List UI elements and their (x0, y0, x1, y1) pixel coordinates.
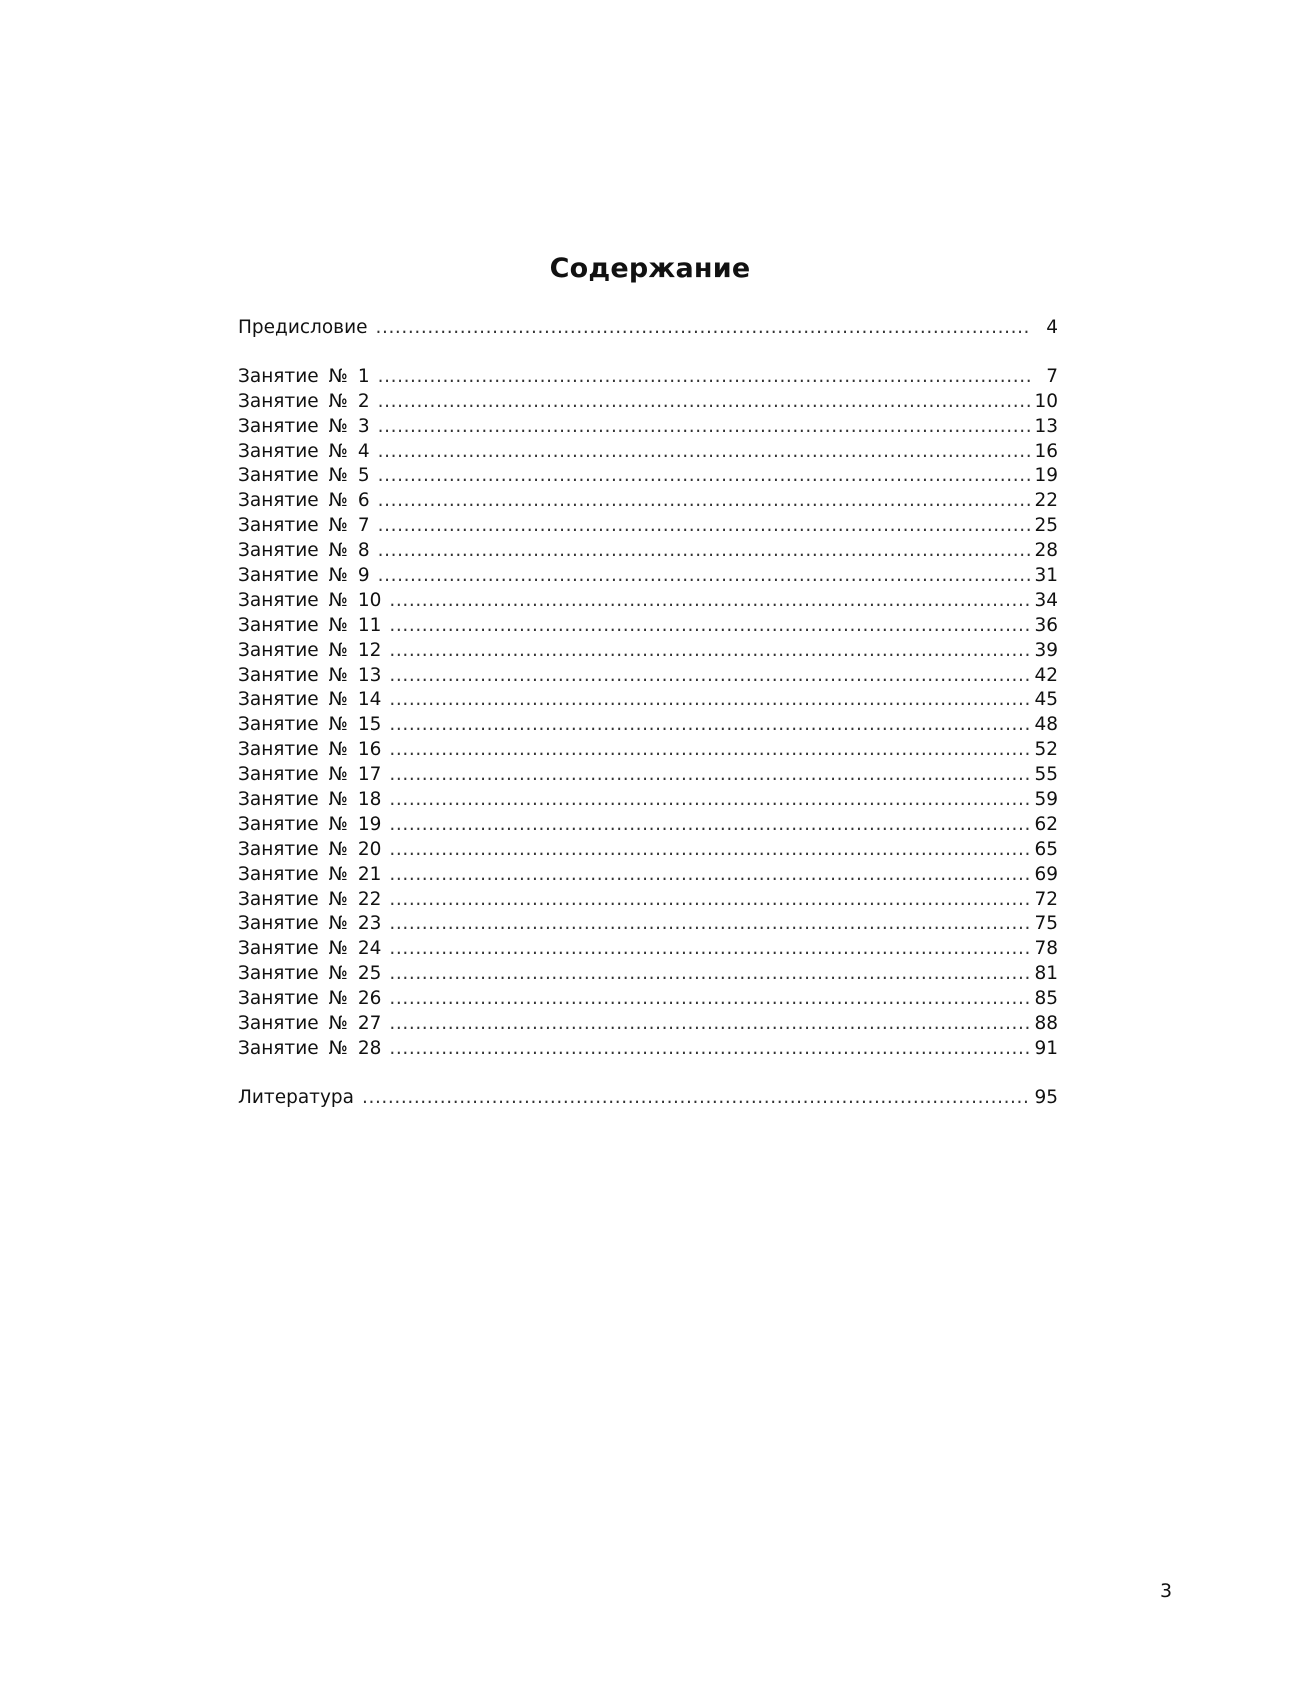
dot-leader (389, 639, 1030, 664)
toc-entry-label (238, 564, 378, 589)
toc-entry-label (238, 464, 378, 489)
toc-entry-page: 69 (1034, 863, 1058, 885)
number-sign: № (328, 913, 348, 935)
number-sign: № (328, 789, 348, 811)
toc-entry-label (238, 589, 389, 614)
toc-entry-lesson-12[interactable] (238, 639, 1058, 664)
dot-leader (389, 688, 1030, 713)
lesson-word: Занятие (238, 565, 319, 587)
number-sign: № (328, 589, 348, 611)
number-sign: № (328, 838, 348, 860)
toc-entry-page: 62 (1034, 813, 1058, 835)
toc-entry-page: 10 (1034, 390, 1058, 412)
toc-entry-page: 22 (1034, 490, 1058, 512)
toc-entry-label (238, 1037, 389, 1062)
lesson-word: Занятие (238, 440, 319, 462)
lesson-number: 10 (357, 589, 382, 611)
toc-entry-lesson-20[interactable] (238, 838, 1058, 863)
dot-leader (389, 738, 1030, 763)
lesson-number: 14 (357, 689, 382, 711)
number-sign: № (328, 365, 348, 387)
lesson-word: Занятие (238, 540, 319, 562)
toc-entry-label (238, 962, 389, 987)
toc-entry-lesson-13[interactable] (238, 664, 1058, 689)
toc-entry-page: 19 (1034, 465, 1058, 487)
dot-leader (389, 614, 1030, 639)
toc-entry-preface[interactable] (238, 316, 1058, 341)
lesson-number: 9 (357, 565, 370, 587)
lesson-number: 26 (357, 988, 382, 1010)
toc-entry-page: 39 (1034, 639, 1058, 661)
toc-entry-label (238, 415, 378, 440)
number-sign: № (328, 1013, 348, 1035)
toc-entry-page: 59 (1034, 789, 1058, 811)
toc-entry-page: 81 (1034, 963, 1058, 985)
lesson-word: Занятие (238, 390, 319, 412)
toc-section-preface (238, 316, 1058, 341)
lesson-word: Занятие (238, 1013, 319, 1035)
dot-leader (389, 1012, 1030, 1037)
lesson-number: 27 (357, 1013, 382, 1035)
lesson-word: Занятие (238, 764, 319, 786)
toc-entry-lesson-4[interactable] (238, 440, 1058, 465)
dot-leader (389, 664, 1030, 689)
toc-entry-page: 85 (1034, 988, 1058, 1010)
lesson-number: 21 (357, 863, 382, 885)
lesson-word: Занятие (238, 714, 319, 736)
number-sign: № (328, 664, 348, 686)
number-sign: № (328, 963, 348, 985)
lesson-number: 11 (357, 614, 382, 636)
dot-leader (378, 514, 1030, 539)
lesson-number: 16 (357, 739, 382, 761)
toc-entry-page: 55 (1034, 764, 1058, 786)
toc-entry-lesson-26[interactable] (238, 987, 1058, 1012)
dot-leader (378, 415, 1030, 440)
toc-entry-label (238, 937, 389, 962)
toc-entry-page: 16 (1034, 440, 1058, 462)
lesson-number: 7 (357, 515, 370, 537)
toc-entry-label (238, 639, 389, 664)
toc-entry-label (238, 390, 378, 415)
lesson-number: 3 (357, 415, 370, 437)
dot-leader (389, 813, 1030, 838)
toc-section-literature (238, 1086, 1058, 1111)
lesson-word: Занятие (238, 415, 319, 437)
number-sign: № (328, 764, 348, 786)
lesson-number: 6 (357, 490, 370, 512)
lesson-word: Занятие (238, 813, 319, 835)
toc-entry-label (238, 912, 389, 937)
lesson-number: 19 (357, 813, 382, 835)
dot-leader (389, 937, 1030, 962)
toc-entry-label (238, 614, 389, 639)
lesson-word: Занятие (238, 988, 319, 1010)
toc-entry-lesson-14[interactable] (238, 688, 1058, 713)
number-sign: № (328, 540, 348, 562)
toc-entry-page: 25 (1034, 515, 1058, 537)
lesson-word: Занятие (238, 689, 319, 711)
toc-entry-label (238, 664, 389, 689)
number-sign: № (328, 988, 348, 1010)
dot-leader (389, 987, 1030, 1012)
lesson-word: Занятие (238, 664, 319, 686)
dot-leader (389, 863, 1030, 888)
lesson-word: Занятие (238, 789, 319, 811)
lesson-number: 1 (357, 365, 370, 387)
toc-entry-lesson-2[interactable] (238, 390, 1058, 415)
toc-entry-lesson-5[interactable] (238, 464, 1058, 489)
dot-leader (389, 888, 1030, 913)
lesson-word: Занятие (238, 913, 319, 935)
dot-leader (389, 788, 1030, 813)
number-sign: № (328, 863, 348, 885)
lesson-word: Занятие (238, 365, 319, 387)
number-sign: № (328, 813, 348, 835)
lesson-word: Занятие (238, 963, 319, 985)
number-sign: № (328, 938, 348, 960)
number-sign: № (328, 639, 348, 661)
toc-entry-page: 13 (1034, 415, 1058, 437)
lesson-word: Занятие (238, 515, 319, 537)
number-sign: № (328, 614, 348, 636)
toc-entry-label (238, 688, 389, 713)
lesson-word: Занятие (238, 639, 319, 661)
lesson-word: Занятие (238, 465, 319, 487)
toc-entry-page: 72 (1034, 888, 1058, 910)
table-of-contents (238, 316, 1058, 1111)
toc-entry-lesson-25[interactable] (238, 962, 1058, 987)
toc-entry-page: 52 (1034, 739, 1058, 761)
toc-entry-lesson-9[interactable] (238, 564, 1058, 589)
number-sign: № (328, 1037, 348, 1059)
toc-entry-lesson-3[interactable] (238, 415, 1058, 440)
toc-entry-label (238, 440, 378, 465)
number-sign: № (328, 888, 348, 910)
toc-entry-lesson-15[interactable] (238, 713, 1058, 738)
toc-entry-label (238, 813, 389, 838)
toc-entry-label (238, 514, 378, 539)
toc-entry-lesson-1[interactable] (238, 365, 1058, 390)
toc-entry-page: 4 (1046, 317, 1058, 338)
lesson-word: Занятие (238, 838, 319, 860)
toc-entry-lesson-28[interactable] (238, 1037, 1058, 1062)
lesson-number: 4 (357, 440, 370, 462)
lesson-word: Занятие (238, 589, 319, 611)
toc-entry-page: 95 (1034, 1086, 1058, 1108)
toc-entry-literature[interactable] (238, 1086, 1058, 1111)
toc-entry-lesson-10[interactable] (238, 589, 1058, 614)
toc-entry-label (238, 838, 389, 863)
toc-entry-label (238, 888, 389, 913)
toc-entry-page: 28 (1034, 540, 1058, 562)
toc-entry-lesson-19[interactable] (238, 813, 1058, 838)
toc-entry-label (238, 763, 389, 788)
toc-entry-lesson-18[interactable] (238, 788, 1058, 813)
lesson-word: Занятие (238, 1037, 319, 1059)
dot-leader (378, 489, 1030, 514)
toc-entry-lesson-17[interactable] (238, 763, 1058, 788)
number-sign: № (328, 739, 348, 761)
toc-entry-page: 48 (1034, 714, 1058, 736)
toc-entry-lesson-27[interactable] (238, 1012, 1058, 1037)
lesson-word: Занятие (238, 888, 319, 910)
dot-leader (389, 763, 1030, 788)
dot-leader (362, 1086, 1030, 1111)
toc-entry-label (238, 788, 389, 813)
lesson-number: 15 (357, 714, 382, 736)
toc-entry-page: 65 (1034, 838, 1058, 860)
page-title: Содержание (549, 253, 751, 284)
toc-entry-label (238, 863, 389, 888)
page-number: 3 (1160, 1580, 1173, 1602)
lesson-number: 12 (357, 639, 382, 661)
number-sign: № (328, 415, 348, 437)
lesson-number: 8 (357, 540, 370, 562)
number-sign: № (328, 490, 348, 512)
dot-leader (378, 464, 1030, 489)
dot-leader (375, 316, 1030, 341)
lesson-number: 2 (357, 390, 370, 412)
toc-entry-page: 91 (1034, 1037, 1058, 1059)
toc-entry-label (238, 738, 389, 763)
lesson-number: 22 (357, 888, 382, 910)
toc-entry-lesson-6[interactable] (238, 489, 1058, 514)
toc-entry-label (238, 539, 378, 564)
toc-entry-label (238, 365, 378, 390)
lesson-word: Занятие (238, 490, 319, 512)
dot-leader (389, 713, 1030, 738)
toc-section-lessons (238, 365, 1058, 1062)
dot-leader (389, 912, 1030, 937)
dot-leader (389, 838, 1030, 863)
lesson-number: 18 (357, 789, 382, 811)
dot-leader (389, 962, 1030, 987)
lesson-number: 28 (357, 1037, 382, 1059)
number-sign: № (328, 515, 348, 537)
number-sign: № (328, 714, 348, 736)
toc-entry-page: 7 (1046, 365, 1058, 387)
number-sign: № (328, 440, 348, 462)
toc-entry-lesson-8[interactable] (238, 539, 1058, 564)
toc-entry-label: Литература (238, 1086, 354, 1108)
lesson-word: Занятие (238, 938, 319, 960)
toc-entry-lesson-22[interactable] (238, 888, 1058, 913)
toc-entry-lesson-24[interactable] (238, 937, 1058, 962)
toc-entry-page: 45 (1034, 689, 1058, 711)
toc-entry-page: 36 (1034, 614, 1058, 636)
dot-leader (378, 564, 1030, 589)
toc-entry-lesson-11[interactable] (238, 614, 1058, 639)
toc-entry-lesson-21[interactable] (238, 863, 1058, 888)
toc-entry-label (238, 713, 389, 738)
dot-leader (378, 440, 1030, 465)
toc-entry-label: Предисловие (238, 317, 368, 338)
dot-leader (378, 390, 1030, 415)
lesson-word: Занятие (238, 863, 319, 885)
number-sign: № (328, 390, 348, 412)
lesson-number: 17 (357, 764, 382, 786)
number-sign: № (328, 689, 348, 711)
dot-leader (389, 1037, 1030, 1062)
toc-entry-page: 34 (1034, 589, 1058, 611)
toc-entry-page: 75 (1034, 913, 1058, 935)
lesson-number: 20 (357, 838, 382, 860)
number-sign: № (328, 565, 348, 587)
lesson-word: Занятие (238, 739, 319, 761)
dot-leader (378, 365, 1030, 390)
lesson-number: 23 (357, 913, 382, 935)
number-sign: № (328, 465, 348, 487)
toc-entry-lesson-7[interactable] (238, 514, 1058, 539)
toc-entry-page: 31 (1034, 565, 1058, 587)
lesson-number: 5 (357, 465, 370, 487)
toc-entry-lesson-23[interactable] (238, 912, 1058, 937)
toc-entry-label (238, 987, 389, 1012)
dot-leader (389, 589, 1030, 614)
toc-entry-page: 88 (1034, 1013, 1058, 1035)
toc-entry-label (238, 1012, 389, 1037)
toc-entry-page: 78 (1034, 938, 1058, 960)
toc-entry-label (238, 489, 378, 514)
lesson-word: Занятие (238, 614, 319, 636)
dot-leader (378, 539, 1030, 564)
toc-entry-page: 42 (1034, 664, 1058, 686)
lesson-number: 25 (357, 963, 382, 985)
lesson-number: 24 (357, 938, 382, 960)
lesson-number: 13 (357, 664, 382, 686)
toc-entry-lesson-16[interactable] (238, 738, 1058, 763)
